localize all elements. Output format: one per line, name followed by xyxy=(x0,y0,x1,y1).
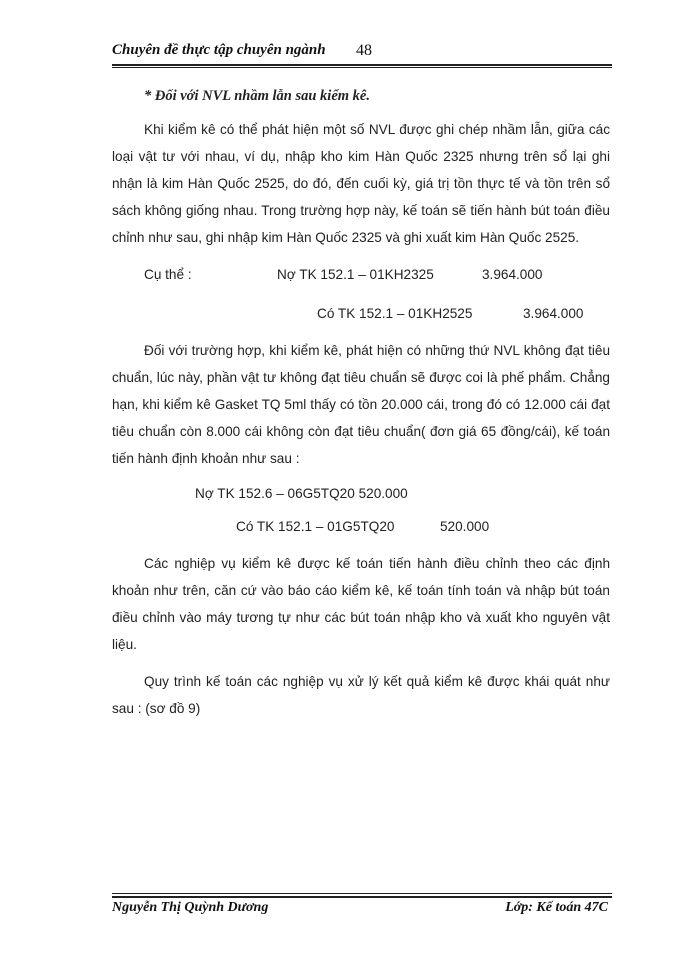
section-heading: * Đối với NVL nhầm lẫn sau kiểm kê. xyxy=(144,88,370,104)
entry1-debit-row xyxy=(112,261,610,288)
class-label: Lớp: Kế toán 47C xyxy=(505,900,608,915)
paragraph-misrecorded-materials: Khi kiểm kê có thể phát hiện một số NVL được ghi chép nhầm lẫn, giữa các loại vật tư với nhau, ví dụ, nhập kho kim Hàn Quốc 2325 nhưng trên sổ lại ghi nhận là kim Hàn Quốc 2525, do đó, đến cuối kỳ, giá trị tồn thực tế và tồn trên sổ sách không giống nhau. Trong trường hợp này, kế toán sẽ tiến hành bút toán điều chỉnh như sau, ghi nhập kim Hàn Quốc 2325 và ghi xuất kim Hàn Quốc 2525. xyxy=(112,122,610,245)
footer-rule-thick xyxy=(112,896,612,898)
entry1-debit-account: Nợ TK 152.1 – 01KH2325 xyxy=(277,267,434,282)
document-title: Chuyên đề thực tập chuyên ngành xyxy=(112,42,326,58)
paragraph-process-summary: Quy trình kế toán các nghiệp vụ xử lý kết quả kiểm kê được khái quát như sau : (sơ đồ 9) xyxy=(112,674,610,716)
page-footer xyxy=(112,900,612,922)
paragraph-substandard-materials: Đối với trường hợp, khi kiểm kê, phát hiện có những thứ NVL không đạt tiêu chuẩn, lúc này, phần vật tư không đạt tiêu chuẩn sẽ được coi là phế phẩm. Chẳng hạn, khi kiểm kê Gasket TQ 5ml thấy có tồn 20.000 cái, trong đó có 12.000 cái đạt tiêu chuẩn còn 8.000 cái không còn đạt tiêu chuẩn( đơn giá 65 đồng/cái), kế toán tiến hành định khoản như sau : xyxy=(112,343,610,466)
entry2-credit-account: Có TK 152.1 – 01G5TQ20 xyxy=(236,519,395,534)
entry2-debit-line: Nợ TK 152.6 – 06G5TQ20 520.000 xyxy=(195,486,408,501)
entry1-credit-account: Có TK 152.1 – 01KH2525 xyxy=(317,306,473,321)
paragraph-adjustments: Các nghiệp vụ kiểm kê được kế toán tiến hành điều chỉnh theo các định khoản như trên, căn cứ vào báo cáo kiểm kê, kế toán tính toán và nhập bút toán điều chỉnh vào máy tương tự như các bút toán nhập kho và xuất kho nguyên vật liệu. xyxy=(112,556,610,652)
page-header xyxy=(112,42,612,64)
page-number: 48 xyxy=(356,42,372,59)
footer-rule-thin xyxy=(112,893,612,894)
author-name: Nguyễn Thị Quỳnh Dương xyxy=(112,900,269,915)
entry1-debit-amount: 3.964.000 xyxy=(482,267,543,282)
entry1-credit-amount: 3.964.000 xyxy=(523,306,584,321)
entry1-credit-row xyxy=(112,300,610,327)
header-rule-thick xyxy=(112,64,612,66)
header-rule-thin xyxy=(112,67,612,68)
page-body xyxy=(112,86,610,722)
entry1-label: Cụ thể : xyxy=(144,267,192,282)
entry2-debit-row xyxy=(112,480,610,507)
entry2-credit-amount: 520.000 xyxy=(440,519,490,534)
entry2-credit-row xyxy=(112,513,610,540)
